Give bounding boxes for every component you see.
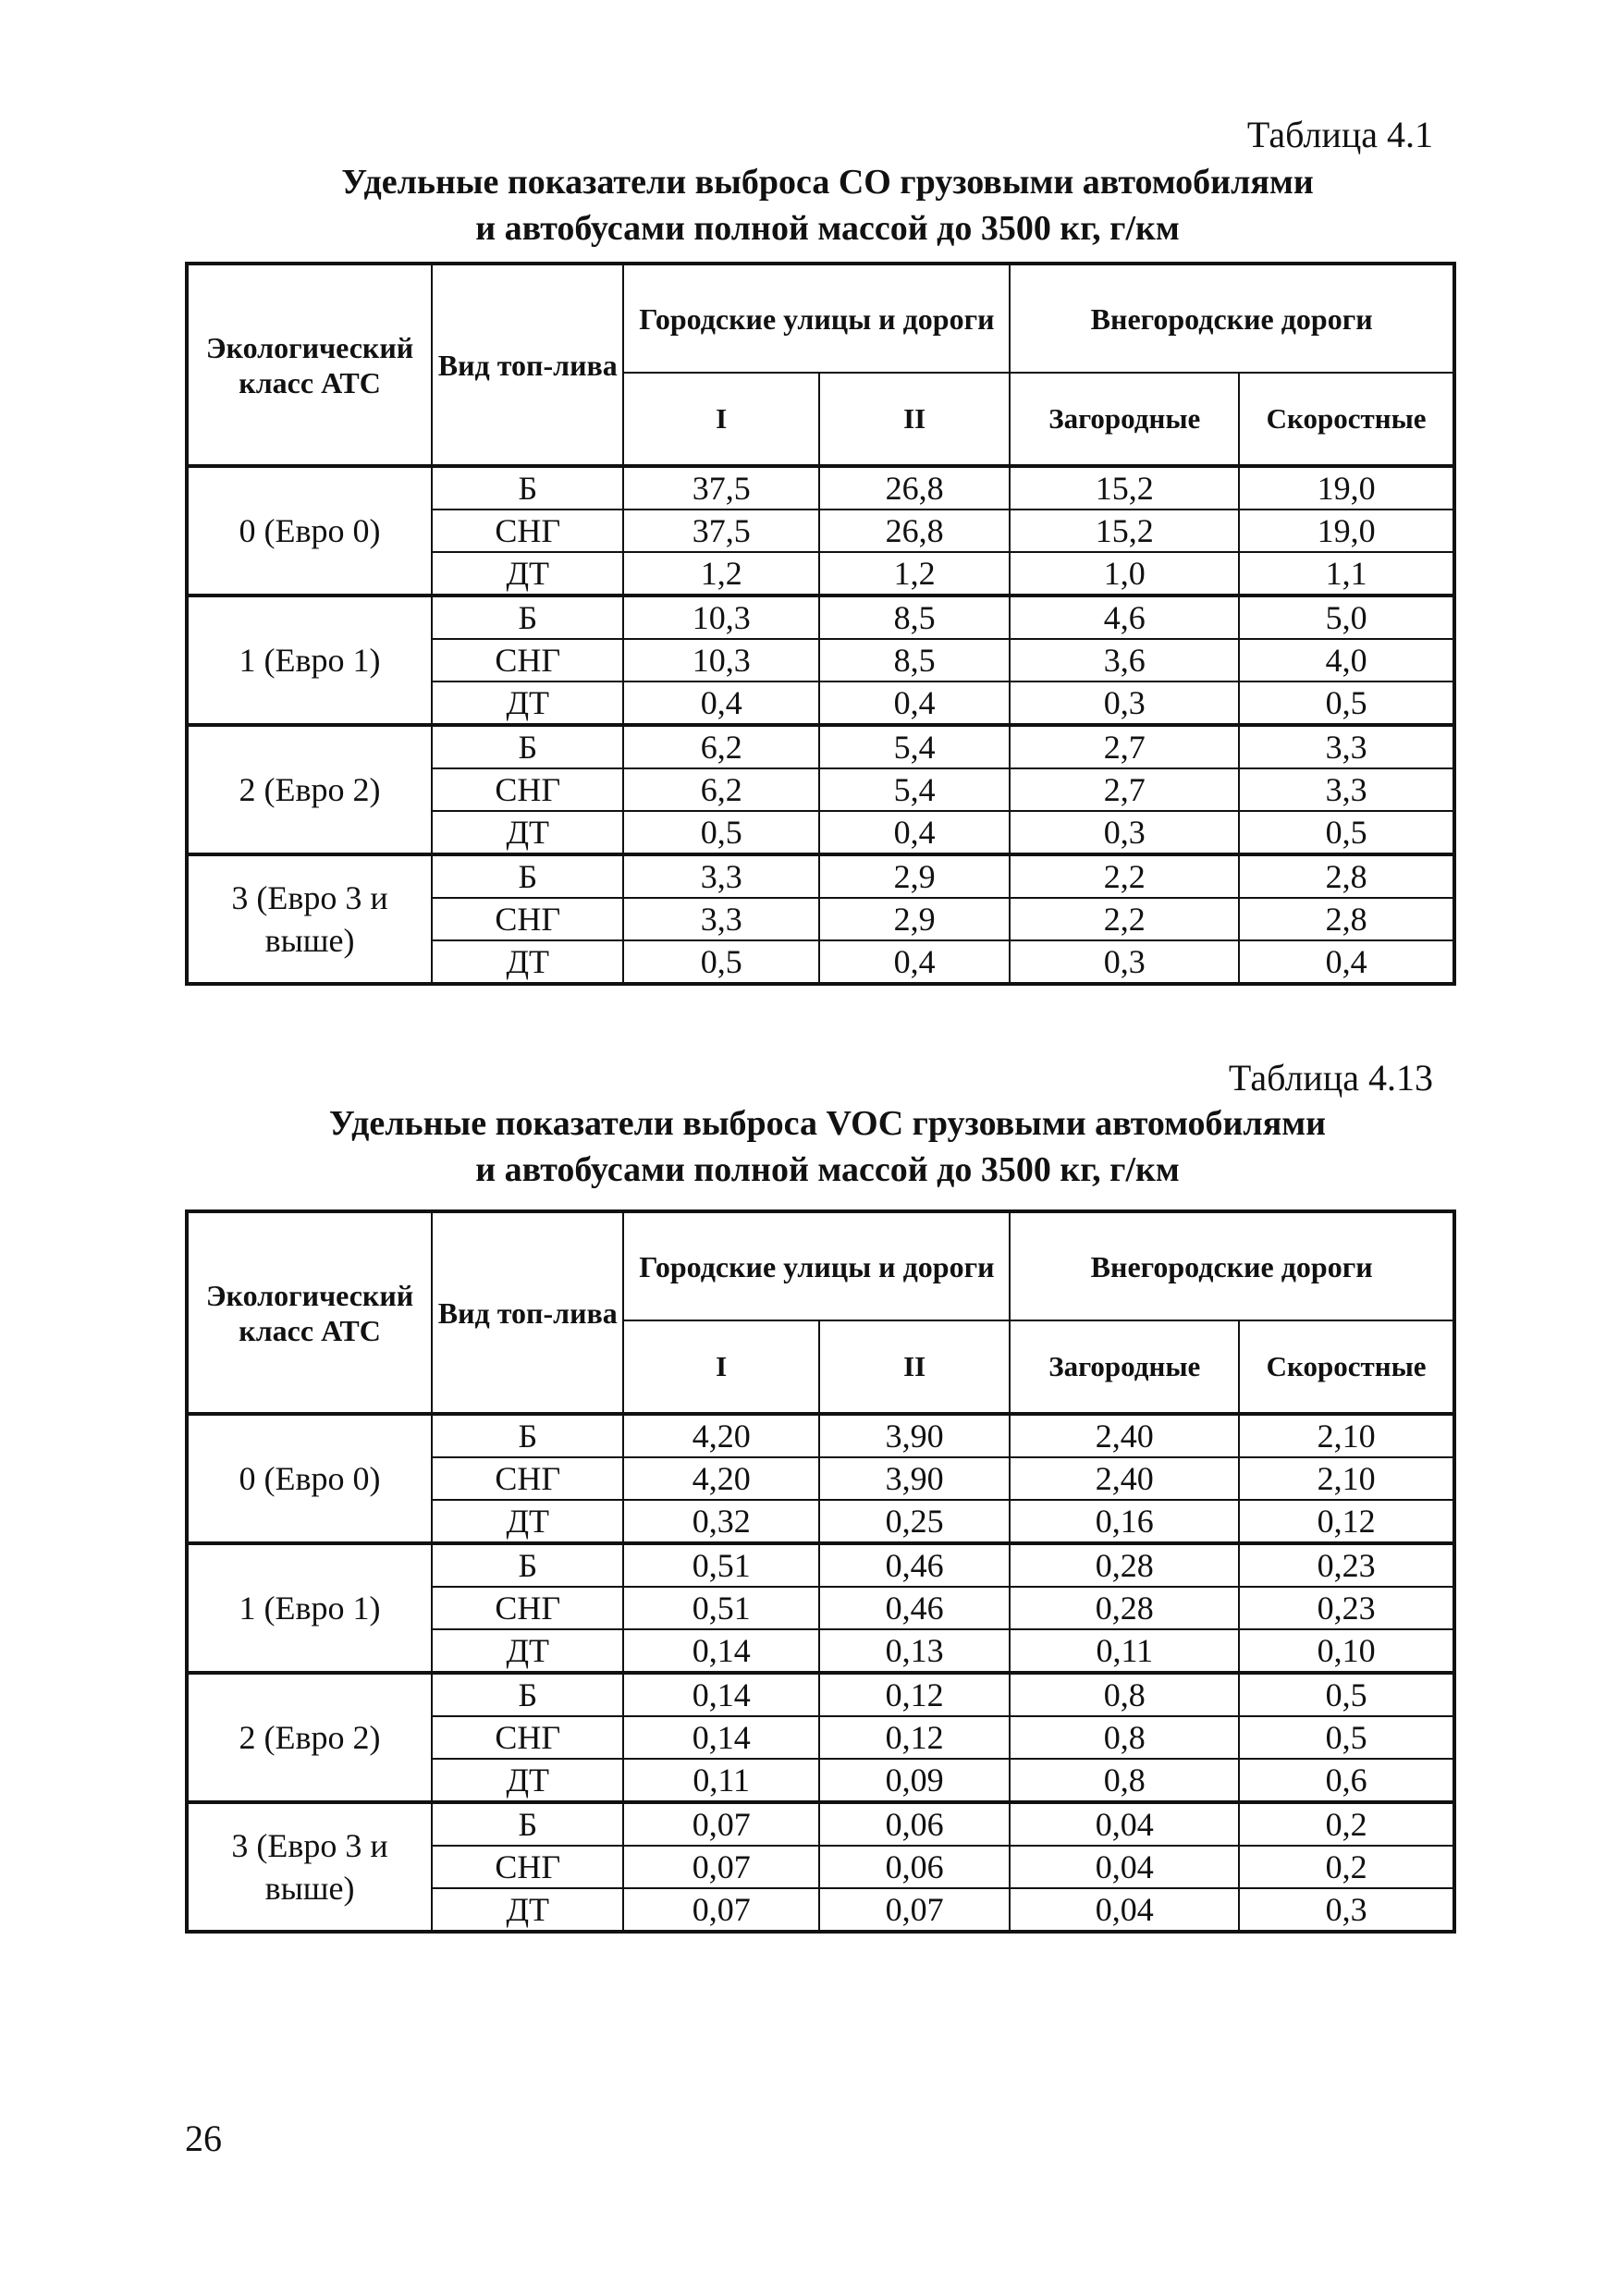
value-cell: 37,5 [623,510,818,552]
header-urban-roads: Городские улицы и дороги [623,264,1010,373]
table-row [187,466,1454,510]
value-cell: 1,0 [1010,552,1239,595]
value-cell: 0,8 [1010,1673,1239,1716]
value-cell: 0,4 [819,811,1010,854]
value-cell: 0,04 [1010,1888,1239,1932]
value-cell: 0,16 [1010,1500,1239,1543]
emissions-table [185,1209,1456,1934]
value-cell: 8,5 [819,595,1010,639]
value-cell: 2,8 [1239,898,1454,940]
value-cell: 2,10 [1239,1414,1454,1457]
value-cell: 6,2 [623,768,818,811]
value-cell: 3,3 [623,854,818,898]
value-cell: 0,12 [819,1716,1010,1759]
table-title-line-2: и автобусами полной массой до 3500 кг, г/км [475,209,1180,248]
value-cell: 19,0 [1239,510,1454,552]
value-cell: 0,3 [1010,681,1239,725]
value-cell: 6,2 [623,725,818,768]
value-cell: 0,5 [623,940,818,984]
value-cell: 2,10 [1239,1457,1454,1500]
value-cell: 0,28 [1010,1587,1239,1629]
value-cell: 0,5 [1239,811,1454,854]
value-cell: 37,5 [623,466,818,510]
value-cell: 0,07 [623,1888,818,1932]
fuel-cell: ДТ [432,681,623,725]
value-cell: 2,9 [819,898,1010,940]
value-cell: 26,8 [819,510,1010,552]
value-cell: 0,5 [1239,1716,1454,1759]
page-number: 26 [185,2118,222,2159]
eco-class-cell: 1 (Евро 1) [187,595,432,725]
table-row [187,1414,1454,1457]
value-cell: 0,51 [623,1543,818,1587]
fuel-cell: СНГ [432,639,623,681]
header-extra-urban-roads: Внегородские дороги [1010,264,1454,373]
value-cell: 0,46 [819,1587,1010,1629]
value-cell: 2,7 [1010,725,1239,768]
value-cell: 0,14 [623,1716,818,1759]
value-cell: 5,4 [819,725,1010,768]
header-urban-II: II [819,373,1010,466]
value-cell: 15,2 [1010,466,1239,510]
fuel-cell: СНГ [432,768,623,811]
table-row [187,1673,1454,1716]
value-cell: 8,5 [819,639,1010,681]
value-cell: 2,9 [819,854,1010,898]
value-cell: 2,40 [1010,1457,1239,1500]
table-title [185,1100,1470,1193]
value-cell: 1,1 [1239,552,1454,595]
value-cell: 0,4 [819,681,1010,725]
value-cell: 0,4 [1239,940,1454,984]
value-cell: 5,0 [1239,595,1454,639]
value-cell: 0,14 [623,1629,818,1673]
value-cell: 0,07 [623,1802,818,1846]
header-suburban: Загородные [1010,373,1239,466]
value-cell: 1,2 [819,552,1010,595]
value-cell: 4,20 [623,1414,818,1457]
value-cell: 19,0 [1239,466,1454,510]
value-cell: 4,20 [623,1457,818,1500]
value-cell: 0,3 [1010,940,1239,984]
value-cell: 0,12 [1239,1500,1454,1543]
table-label: Таблица 4.13 [1228,1057,1433,1099]
value-cell: 5,4 [819,768,1010,811]
table-label: Таблица 4.1 [1246,114,1433,155]
fuel-cell: Б [432,1673,623,1716]
value-cell: 0,04 [1010,1846,1239,1888]
value-cell: 3,3 [1239,725,1454,768]
table-title-line-1: Удельные показатели выброса VOC грузовыми автомобилями [328,1104,1327,1143]
value-cell: 0,28 [1010,1543,1239,1587]
value-cell: 26,8 [819,466,1010,510]
fuel-cell: Б [432,595,623,639]
value-cell: 0,8 [1010,1716,1239,1759]
value-cell: 2,7 [1010,768,1239,811]
value-cell: 10,3 [623,595,818,639]
value-cell: 0,3 [1010,811,1239,854]
table-title-line-1: Удельные показатели выброса CO грузовыми автомобилями [341,163,1314,202]
header-urban-roads: Городские улицы и дороги [623,1211,1010,1320]
value-cell: 0,4 [623,681,818,725]
value-cell: 4,6 [1010,595,1239,639]
table-row [187,1543,1454,1587]
value-cell: 0,51 [623,1587,818,1629]
fuel-cell: СНГ [432,1846,623,1888]
table-title-line-2: и автобусами полной массой до 3500 кг, г/км [475,1150,1180,1189]
value-cell: 0,32 [623,1500,818,1543]
header-highway: Скоростные [1239,1320,1454,1414]
value-cell: 0,11 [623,1759,818,1802]
value-cell: 0,10 [1239,1629,1454,1673]
value-cell: 0,07 [623,1846,818,1888]
value-cell: 0,11 [1010,1629,1239,1673]
value-cell: 3,3 [623,898,818,940]
value-cell: 0,25 [819,1500,1010,1543]
eco-class-cell: 2 (Евро 2) [187,1673,432,1802]
table-row [187,1802,1454,1846]
value-cell: 15,2 [1010,510,1239,552]
eco-class-cell: 0 (Евро 0) [187,466,432,595]
fuel-cell: СНГ [432,1716,623,1759]
value-cell: 0,3 [1239,1888,1454,1932]
header-highway: Скоростные [1239,373,1454,466]
table-title [185,159,1470,252]
header-eco-class: Экологический класс АТС [187,1211,432,1414]
value-cell: 0,2 [1239,1802,1454,1846]
emissions-table [185,262,1456,986]
value-cell: 0,5 [1239,681,1454,725]
value-cell: 0,5 [1239,1673,1454,1716]
fuel-cell: Б [432,854,623,898]
header-extra-urban-roads: Внегородские дороги [1010,1211,1454,1320]
fuel-cell: Б [432,725,623,768]
eco-class-cell: 3 (Евро 3 и выше) [187,854,432,984]
value-cell: 0,2 [1239,1846,1454,1888]
value-cell: 0,06 [819,1802,1010,1846]
value-cell: 3,6 [1010,639,1239,681]
value-cell: 2,8 [1239,854,1454,898]
value-cell: 0,07 [819,1888,1010,1932]
eco-class-cell: 1 (Евро 1) [187,1543,432,1673]
fuel-cell: Б [432,466,623,510]
fuel-cell: ДТ [432,1629,623,1673]
fuel-cell: Б [432,1802,623,1846]
eco-class-cell: 0 (Евро 0) [187,1414,432,1543]
value-cell: 0,12 [819,1673,1010,1716]
value-cell: 0,23 [1239,1587,1454,1629]
header-urban-I: I [623,373,818,466]
value-cell: 0,8 [1010,1759,1239,1802]
value-cell: 0,23 [1239,1543,1454,1587]
value-cell: 0,6 [1239,1759,1454,1802]
eco-class-cell: 2 (Евро 2) [187,725,432,854]
fuel-cell: ДТ [432,1888,623,1932]
value-cell: 0,04 [1010,1802,1239,1846]
value-cell: 0,13 [819,1629,1010,1673]
value-cell: 0,46 [819,1543,1010,1587]
header-urban-II: II [819,1320,1010,1414]
fuel-cell: СНГ [432,510,623,552]
header-eco-class: Экологический класс АТС [187,264,432,466]
value-cell: 10,3 [623,639,818,681]
fuel-cell: ДТ [432,940,623,984]
fuel-cell: СНГ [432,898,623,940]
fuel-cell: СНГ [432,1457,623,1500]
value-cell: 3,90 [819,1457,1010,1500]
fuel-cell: ДТ [432,811,623,854]
fuel-cell: Б [432,1543,623,1587]
value-cell: 3,90 [819,1414,1010,1457]
value-cell: 0,14 [623,1673,818,1716]
value-cell: 3,3 [1239,768,1454,811]
fuel-cell: ДТ [432,1500,623,1543]
value-cell: 0,09 [819,1759,1010,1802]
value-cell: 1,2 [623,552,818,595]
fuel-cell: ДТ [432,552,623,595]
header-fuel-type: Вид топ-лива [432,1211,623,1414]
value-cell: 0,06 [819,1846,1010,1888]
header-fuel-type: Вид топ-лива [432,264,623,466]
header-suburban: Загородные [1010,1320,1239,1414]
table-row [187,725,1454,768]
value-cell: 2,40 [1010,1414,1239,1457]
value-cell: 4,0 [1239,639,1454,681]
fuel-cell: ДТ [432,1759,623,1802]
value-cell: 0,4 [819,940,1010,984]
table-row [187,854,1454,898]
table-row [187,595,1454,639]
value-cell: 2,2 [1010,898,1239,940]
fuel-cell: Б [432,1414,623,1457]
fuel-cell: СНГ [432,1587,623,1629]
value-cell: 0,5 [623,811,818,854]
value-cell: 2,2 [1010,854,1239,898]
eco-class-cell: 3 (Евро 3 и выше) [187,1802,432,1932]
header-urban-I: I [623,1320,818,1414]
